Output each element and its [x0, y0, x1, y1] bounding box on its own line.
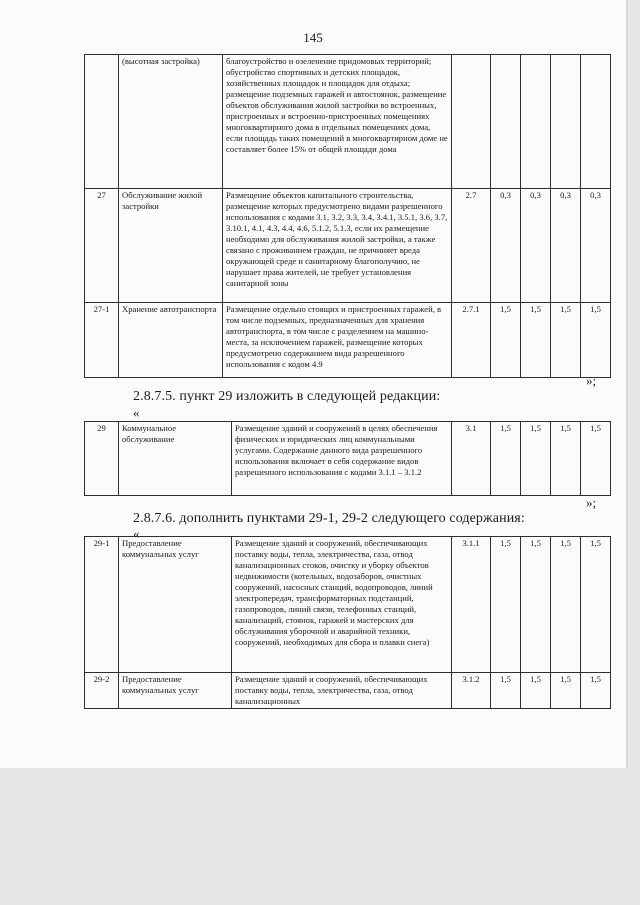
table-row	[85, 537, 611, 673]
use-type-code: 3.1	[452, 422, 491, 496]
row-number	[85, 55, 119, 189]
coefficient-cell: 1,5	[521, 673, 551, 709]
opening-quote: «	[133, 405, 140, 420]
coefficient-cell	[551, 55, 581, 189]
use-type-description: Размещение отдельно стоящих и пристроенных гаражей, в том числе подземных, предназначенных для хранения автотранспорта, в том числе с разделением на машино-места, за исключением гаражей, размещение которых предусмотрено содержанием вида разрешенного использования с кодом 4.9	[223, 303, 452, 378]
coefficient-cell	[521, 55, 551, 189]
use-type-code: 3.1.1	[452, 537, 491, 673]
coefficient-cell: 1,5	[581, 422, 611, 496]
use-type-code: 2.7.1	[452, 303, 491, 378]
table-row	[85, 189, 611, 303]
coefficient-cell: 1,5	[491, 422, 521, 496]
coefficient-cell: 1,5	[491, 303, 521, 378]
use-type-description: Размещение зданий и сооружений в целях обеспечения физических и юридических лиц коммунальными услугами. Содержание данного вида разрешенного использования включает в себя содержание видов разрешенного использования с кодами 3.1.1 – 3.1.2	[232, 422, 452, 496]
closing-quote: »;	[586, 495, 597, 510]
use-type-description: Размещение объектов капитального строительства, размещение которых предусмотрено видами разрешенного использования с кодами 3.1, 3.2, 3.3, 3.4, 3.4.1, 3.5.1, 3.6, 3.7, 3.10.1, 4.1, 4.3, 4.4, 4.6, 5.1.2, 5.1.3, если их размещение необходимо для обслуживания жилой застройки, а также связано с проживанием граждан, не причиняет вреда окружающей среде и санитарному благополучию, не нарушает права жителей, не требует установления санитарной зоны	[223, 189, 452, 303]
closing-quote: »;	[586, 373, 597, 388]
use-type-code	[452, 55, 491, 189]
zoning-table-continued	[84, 54, 611, 378]
row-number: 29-2	[85, 673, 119, 709]
table-row	[85, 673, 611, 709]
use-type-name: Хранение автотранспорта	[119, 303, 223, 378]
row-number: 27-1	[85, 303, 119, 378]
coefficient-cell: 1,5	[491, 537, 521, 673]
use-type-description: благоустройство и озеленение придомовых территорий; обустройство спортивных и детских площадок, хозяйственных площадок и площадок для отдыха; размещение подземных гаражей и автостоянок, размещение объектов обслуживания жилой застройки во встроенных, пристроенных и встроенно-пристроенных помещениях многоквартирного дома в отдельных помещениях дома, если площадь таких помещений в многоквартирном доме не составляет более 15% от общей площади дома	[223, 55, 452, 189]
use-type-name: Коммунальное обслуживание	[119, 422, 232, 496]
opening-quote: «	[133, 526, 140, 541]
row-number: 29-1	[85, 537, 119, 673]
use-type-code: 2.7	[452, 189, 491, 303]
use-type-code: 3.1.2	[452, 673, 491, 709]
coefficient-cell	[491, 55, 521, 189]
table-row	[85, 422, 611, 496]
table-row	[85, 55, 611, 189]
amendment-heading: 2.8.7.6. дополнить пунктами 29-1, 29-2 следующего содержания:	[133, 511, 525, 526]
use-type-name: Предоставление коммунальных услуг	[119, 673, 232, 709]
coefficient-cell: 0,3	[491, 189, 521, 303]
coefficient-cell: 1,5	[521, 303, 551, 378]
row-number: 29	[85, 422, 119, 496]
zoning-table-items-29-1-29-2	[84, 536, 611, 709]
coefficient-cell: 1,5	[581, 537, 611, 673]
coefficient-cell: 1,5	[581, 673, 611, 709]
page-number: 145	[303, 30, 323, 45]
coefficient-cell: 1,5	[551, 422, 581, 496]
use-type-name: Предоставление коммунальных услуг	[119, 537, 232, 673]
coefficient-cell	[581, 55, 611, 189]
table-row	[85, 303, 611, 378]
coefficient-cell: 1,5	[551, 537, 581, 673]
coefficient-cell: 1,5	[521, 422, 551, 496]
use-type-description: Размещение зданий и сооружений, обеспечивающих поставку воды, тепла, электричества, газа, отвод канализационных	[232, 673, 452, 709]
coefficient-cell: 0,3	[551, 189, 581, 303]
use-type-description: Размещение зданий и сооружений, обеспечивающих поставку воды, тепла, электричества, газа, отвод канализационных стоков, очистку и уборку объектов недвижимости (котельных, водозаборов, очистных сооружений, насосных станций, водопроводов, линий электропередач, трансформаторных подстанций, газопроводов, линий связи, телефонных станций, канализаций, стоянок, гаражей и мастерских для обслуживания уборочной и аварийной техники, сооружений, необходимых для сбора и плавки снега)	[232, 537, 452, 673]
coefficient-cell: 0,3	[581, 189, 611, 303]
coefficient-cell: 1,5	[521, 537, 551, 673]
coefficient-cell: 1,5	[551, 673, 581, 709]
coefficient-cell: 1,5	[581, 303, 611, 378]
coefficient-cell: 0,3	[521, 189, 551, 303]
coefficient-cell: 1,5	[551, 303, 581, 378]
use-type-name: Обслуживание жилой застройки	[119, 189, 223, 303]
use-type-name: (высотная застройка)	[119, 55, 223, 189]
amendment-heading: 2.8.7.5. пункт 29 изложить в следующей редакции:	[133, 389, 441, 404]
row-number: 27	[85, 189, 119, 303]
zoning-table-item-29	[84, 421, 611, 496]
coefficient-cell: 1,5	[491, 673, 521, 709]
